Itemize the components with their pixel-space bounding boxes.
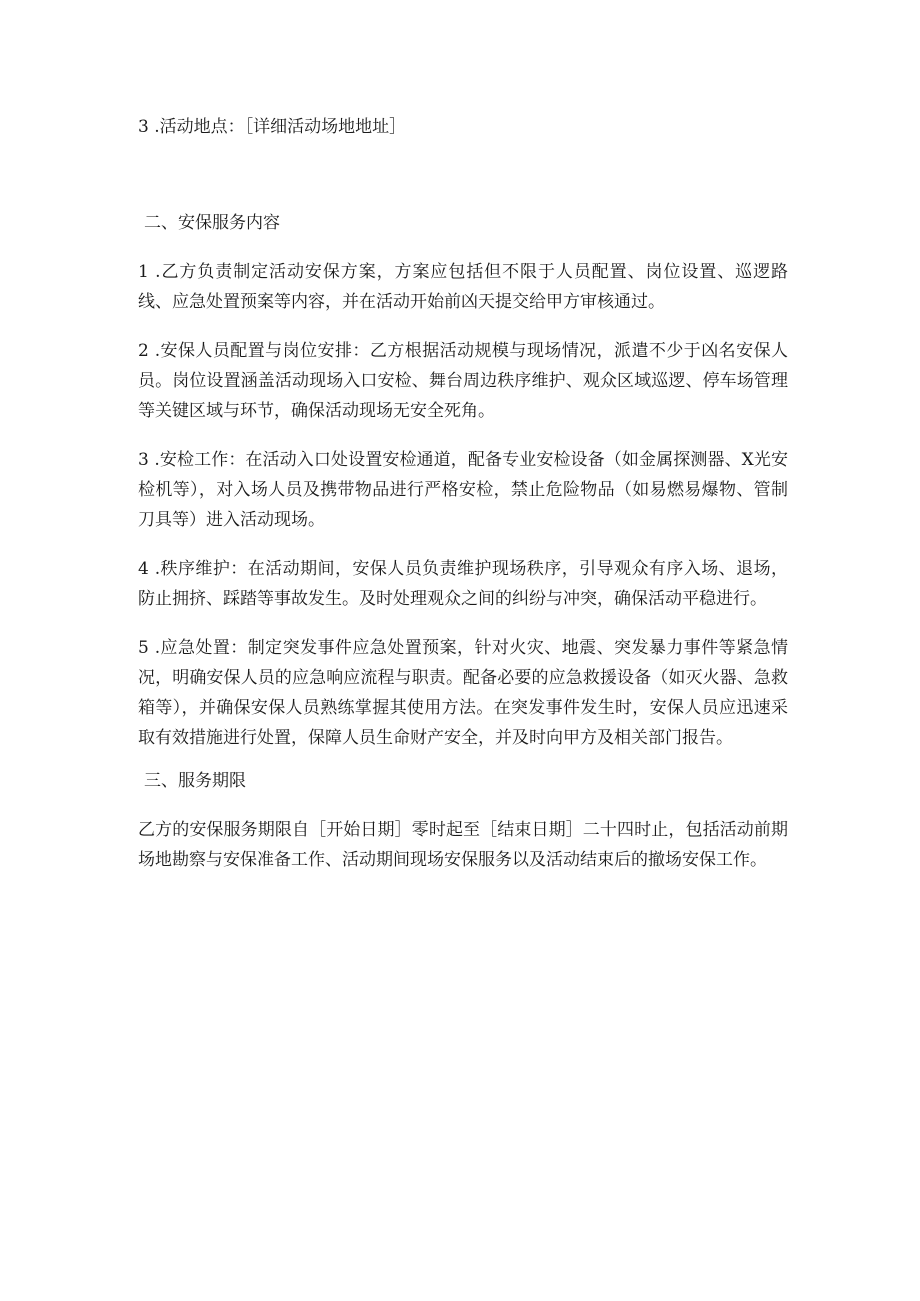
service-period-paragraph: 乙方的安保服务期限自［开始日期］零时起至［结束日期］二十四时止，包括活动前期场地勘察与安保准备工作、活动期间现场安保服务以及活动结束后的撤场安保工作。 <box>138 820 788 870</box>
list-item <box>138 257 788 317</box>
item-activity-location <box>138 112 788 142</box>
item-number: 5 <box>138 638 149 658</box>
list-item <box>138 336 788 426</box>
list-item <box>138 554 788 614</box>
item-text: .安保人员配置与岗位安排：乙方根据活动规模与现场情况，派遣不少于凶名安保人员。岗位设置涵盖活动现场入口安检、舞台周边秩序维护、观众区域巡逻、停车场管理等关键区域与环节，确保活动现场无安全死角。 <box>138 341 789 421</box>
item-text: .安检工作：在活动入口处设置安检通道，配备专业安检设备（如金属探测器、X光安检机等），对入场人员及携带物品进行严格安检，禁止危险物品（如易燃易爆物、管制刀具等）进入活动现场。 <box>138 450 789 530</box>
section-heading-service-period: 三、服务期限 <box>144 771 246 791</box>
item-number: 2 <box>138 341 149 361</box>
document-body <box>138 112 788 875</box>
section-heading-service-content: 二、安保服务内容 <box>144 213 280 233</box>
item-text: .乙方负责制定活动安保方案，方案应包括但不限于人员配置、岗位设置、巡逻路线、应急处置预案等内容，并在活动开始前凶天提交给甲方审核通过。 <box>138 262 789 312</box>
item-number: 3 <box>138 450 149 470</box>
item-text: .活动地点：［详细活动场地地址］ <box>154 117 407 137</box>
list-item <box>138 445 788 535</box>
item-number: 1 <box>138 262 149 282</box>
item-text: .应急处置：制定突发事件应急处置预案，针对火灾、地震、突发暴力事件等紧急情况，明确安保人员的应急响应流程与职责。配备必要的应急救援设备（如灭火器、急救箱等），并确保安保人员熟练掌握其使用方法。在突发事件发生时，安保人员应迅速采取有效措施进行处置，保障人员生命财产安全，并及时向甲方及相关部门报告。 <box>138 638 789 748</box>
list-item <box>138 633 788 753</box>
item-number: 4 <box>138 559 149 579</box>
item-text: .秩序维护：在活动期间，安保人员负责维护现场秩序，引导观众有序入场、退场，防止拥挤、踩踏等事故发生。及时处理观众之间的纠纷与冲突，确保活动平稳进行。 <box>138 559 789 609</box>
item-number: 3 <box>138 117 149 137</box>
